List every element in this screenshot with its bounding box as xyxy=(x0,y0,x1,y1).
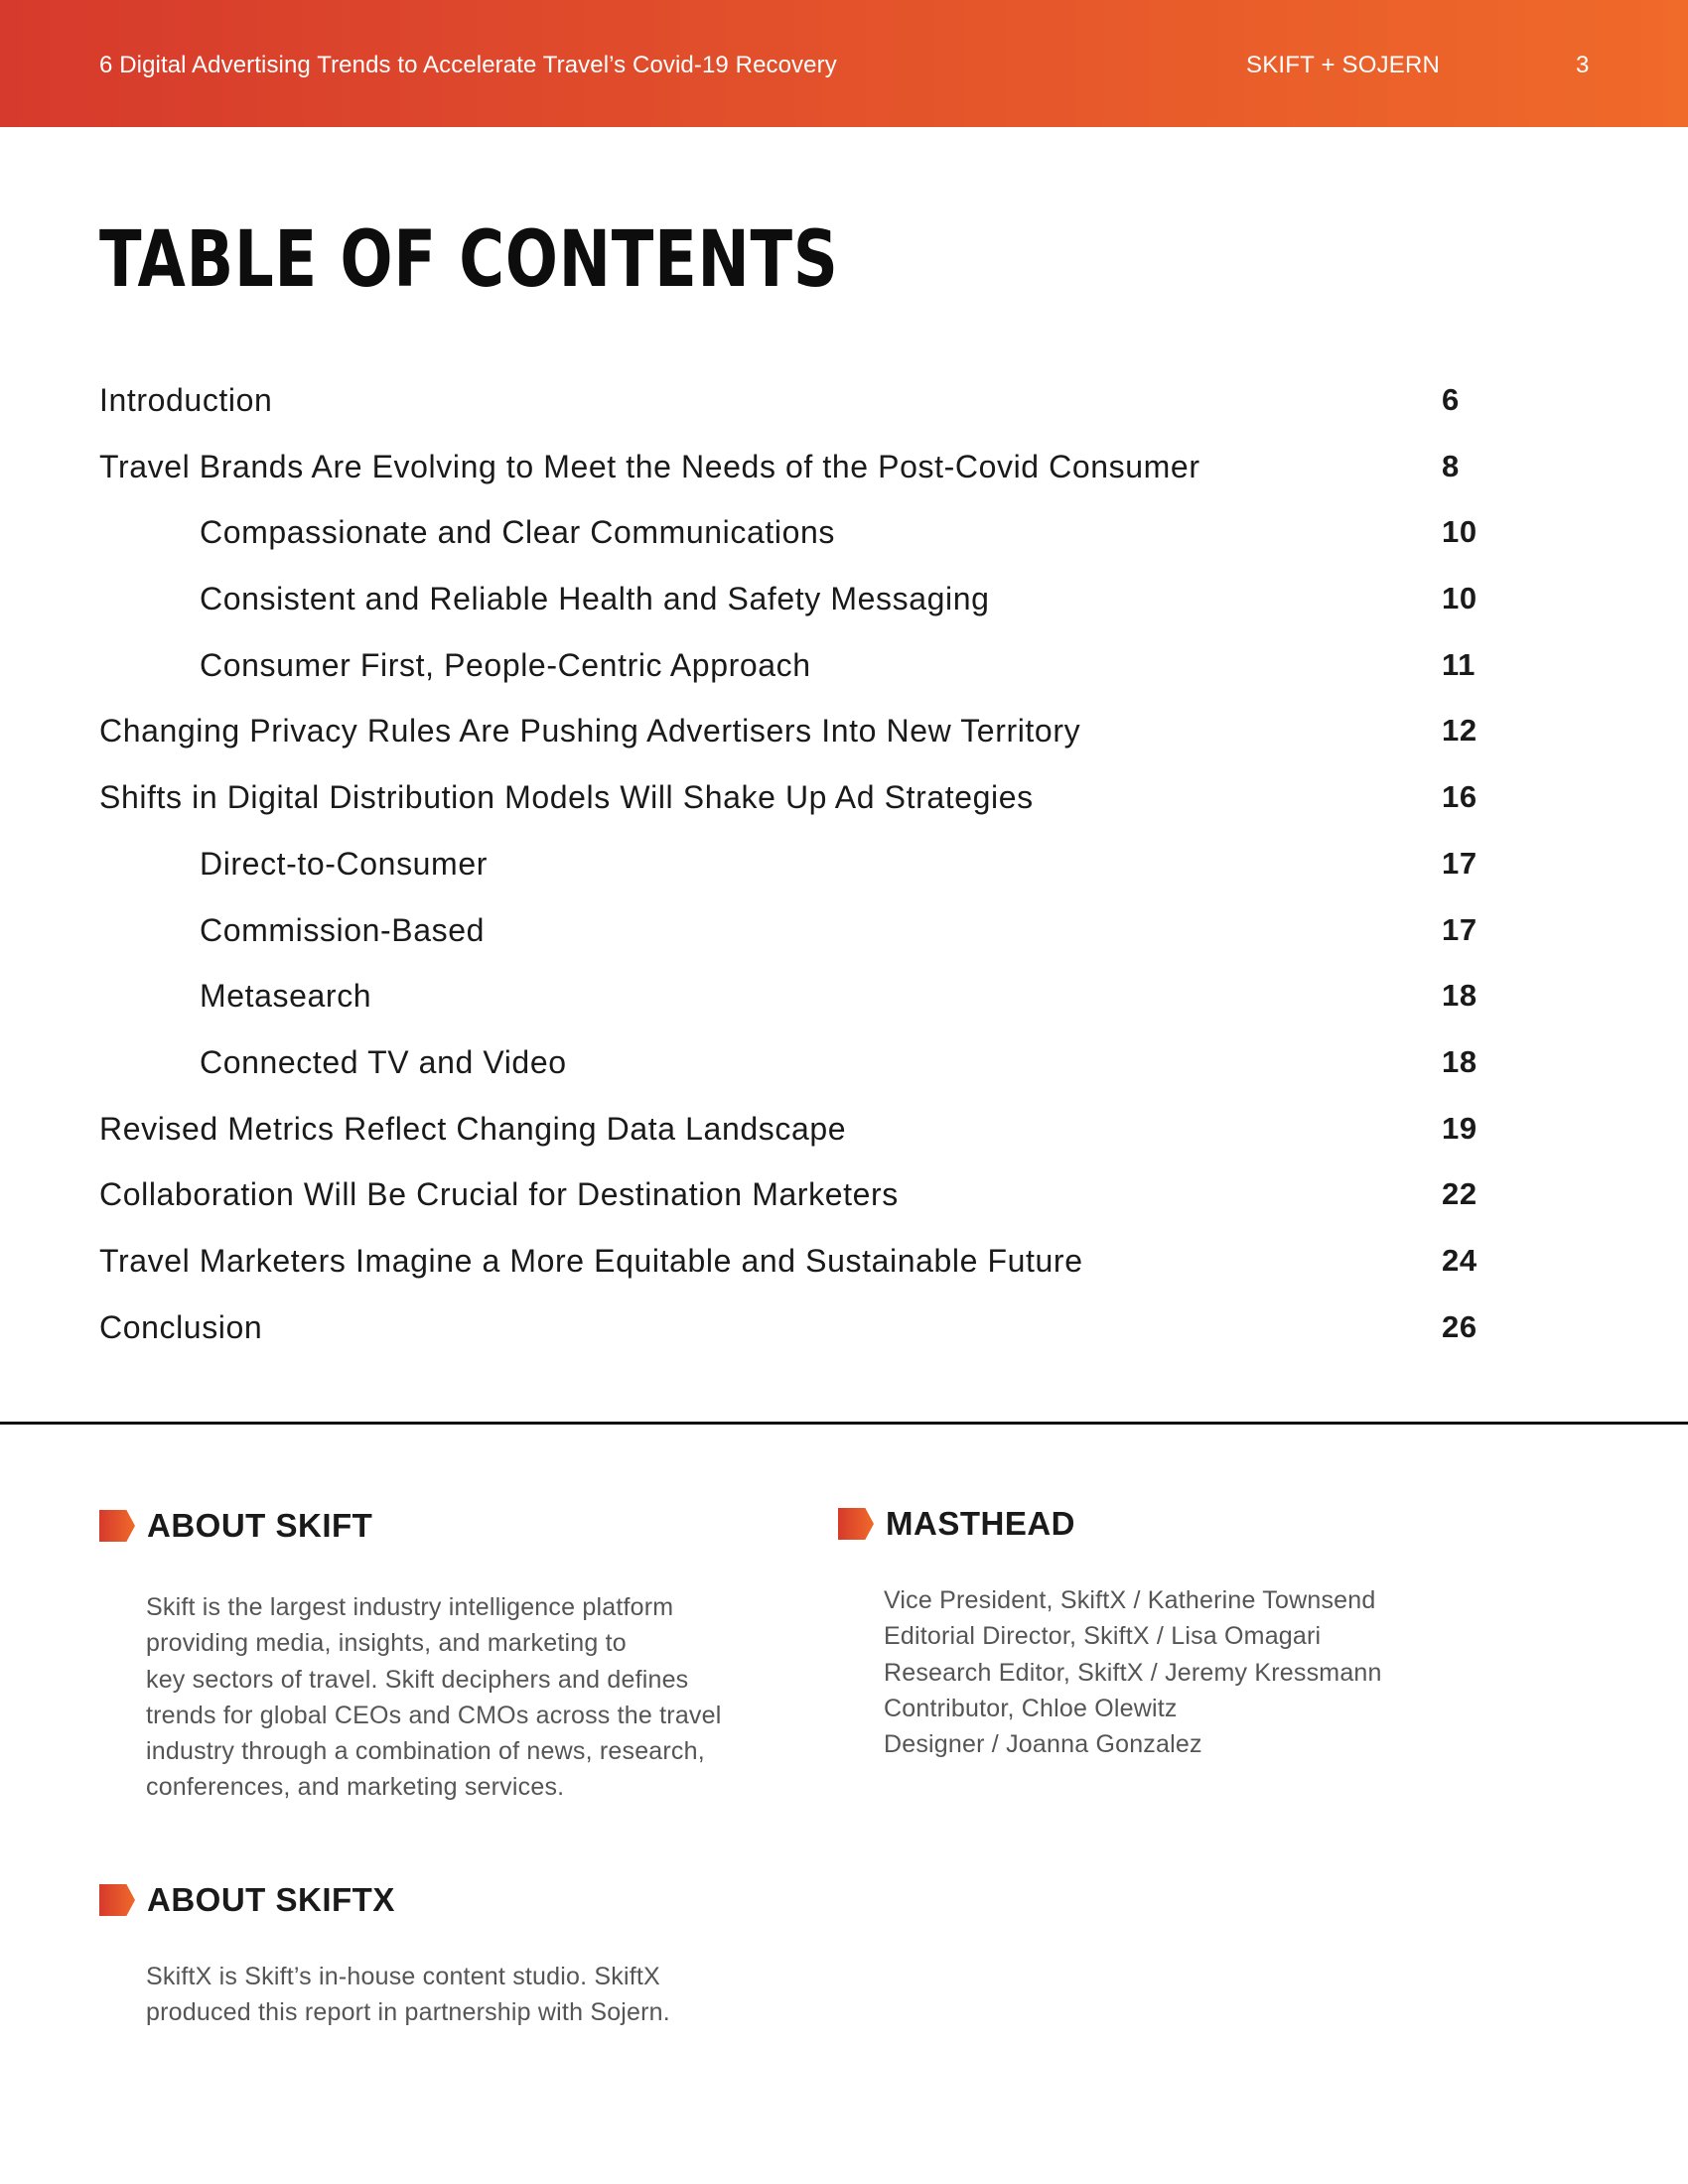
about-skiftx-body: SkiftX is Skift’s in-house content studio. SkiftX produced this report in partnership with Sojern. xyxy=(146,1963,670,2027)
toc-subentry[interactable] xyxy=(0,499,1688,566)
toc-entry-label: Introduction xyxy=(99,382,273,418)
toc-entry-label: Metasearch xyxy=(200,978,372,1015)
toc-subentry[interactable] xyxy=(0,831,1688,897)
masthead-heading xyxy=(838,1505,1075,1543)
toc-entry-page: 17 xyxy=(1442,911,1477,947)
about-skiftx-heading xyxy=(99,1881,395,1919)
toc-entry-page: 10 xyxy=(1442,514,1477,550)
flag-icon xyxy=(99,1510,135,1542)
toc-entry-label: Shifts in Digital Distribution Models Will Shake Up Ad Strategies xyxy=(99,779,1034,816)
toc-entry-label: Consistent and Reliable Health and Safety Messaging xyxy=(200,581,990,617)
toc-entry-label: Conclusion xyxy=(99,1308,263,1345)
toc-entry-label: Travel Brands Are Evolving to Meet the Needs of the Post-Covid Consumer xyxy=(99,448,1200,484)
toc-entry-page: 11 xyxy=(1442,646,1476,682)
toc-entry-page: 18 xyxy=(1442,1043,1477,1079)
flag-icon xyxy=(99,1884,135,1916)
toc-subentry[interactable] xyxy=(0,566,1688,632)
about-skift-heading xyxy=(99,1507,372,1545)
toc-subentry[interactable] xyxy=(0,632,1688,699)
toc-entry-page: 19 xyxy=(1442,1110,1477,1146)
masthead-heading-text: MASTHEAD xyxy=(886,1505,1075,1542)
toc-entry-label: Collaboration Will Be Crucial for Destination Marketers xyxy=(99,1176,899,1213)
toc-entry[interactable] xyxy=(0,367,1688,434)
toc-entry-label: Commission-Based xyxy=(200,911,486,948)
toc-entry-page: 18 xyxy=(1442,978,1477,1014)
toc-entry[interactable] xyxy=(0,1228,1688,1295)
toc-entry[interactable] xyxy=(0,1096,1688,1162)
toc-entry[interactable] xyxy=(0,764,1688,831)
toc-entry[interactable] xyxy=(0,434,1688,500)
toc-entry-label: Connected TV and Video xyxy=(200,1043,567,1080)
toc-entry-page: 22 xyxy=(1442,1176,1477,1212)
toc-entry-label: Compassionate and Clear Communications xyxy=(200,514,835,551)
report-title: 6 Digital Advertising Trends to Accelerate Travel’s Covid-19 Recovery xyxy=(99,52,837,78)
toc-entry[interactable] xyxy=(0,1295,1688,1361)
toc-list xyxy=(0,367,1688,1360)
page-number: 3 xyxy=(1576,52,1590,78)
toc-entry-label: Direct-to-Consumer xyxy=(200,845,488,882)
toc-entry-page: 16 xyxy=(1442,779,1477,815)
toc-entry-page: 6 xyxy=(1442,382,1460,417)
toc-entry-label: Changing Privacy Rules Are Pushing Advertisers Into New Territory xyxy=(99,713,1081,750)
toc-entry-page: 12 xyxy=(1442,713,1477,749)
about-skiftx-heading-text: ABOUT SKIFTX xyxy=(147,1881,395,1918)
toc-entry-label: Revised Metrics Reflect Changing Data Landscape xyxy=(99,1110,847,1147)
brand-label: SKIFT + SOJERN xyxy=(1246,52,1441,78)
toc-subentry[interactable] xyxy=(0,1029,1688,1096)
toc-subentry[interactable] xyxy=(0,897,1688,964)
flag-icon xyxy=(838,1508,874,1540)
toc-entry-label: Travel Marketers Imagine a More Equitable and Sustainable Future xyxy=(99,1242,1083,1279)
toc-entry[interactable] xyxy=(0,698,1688,764)
about-skift-body: Skift is the largest industry intelligence platform providing media, insights, and marketing to key sectors of travel. Skift deciphers and defines trends for global CEOs and CMOs across the travel industry through a combination of news, research, conferences, and marketing services. xyxy=(146,1593,722,1802)
toc-entry-page: 26 xyxy=(1442,1308,1477,1344)
toc-entry-page: 10 xyxy=(1442,581,1477,616)
toc-entry-label: Consumer First, People-Centric Approach xyxy=(200,646,811,683)
toc-entry-page: 17 xyxy=(1442,845,1477,881)
about-skift-heading-text: ABOUT SKIFT xyxy=(147,1507,373,1544)
header-band xyxy=(0,0,1688,127)
toc-entry-page: 8 xyxy=(1442,448,1460,483)
masthead-body: Vice President, SkiftX / Katherine Townsend Editorial Director, SkiftX / Lisa Omagari Research Editor, SkiftX / Jeremy Kressmann Contributor, Chloe Olewitz Designer / Joanna Gonzalez xyxy=(884,1586,1382,1759)
toc-entry-page: 24 xyxy=(1442,1242,1477,1278)
toc-title: TABLE OF CONTENTS xyxy=(99,215,839,305)
toc-subentry[interactable] xyxy=(0,963,1688,1029)
section-divider xyxy=(0,1422,1688,1425)
toc-entry[interactable] xyxy=(0,1161,1688,1228)
